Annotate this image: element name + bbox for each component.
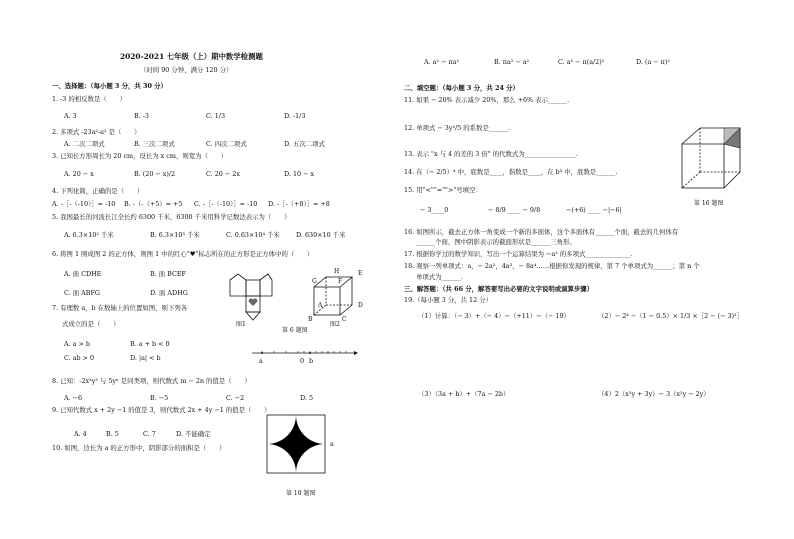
section-3-heading: 三、解答题：（共 66 分，解答要写出必要的文字说明或演算步骤） <box>404 285 594 293</box>
q6-option-c[interactable]: C. 面 ABFG <box>64 289 100 297</box>
cube-label-e: E <box>358 270 363 277</box>
q2-option-c[interactable]: C. 四次二项式 <box>206 140 247 148</box>
section-2-heading: 二、填空题：（每小题 3 分，共 24 分） <box>404 84 519 92</box>
cube-label-h: H <box>334 268 340 275</box>
question-10: 10. 如图，边长为 a 的正方形中，阴影部分的面积是（ ） <box>52 444 226 452</box>
question-3: 3. 已知长方形周长为 20 cm，设长为 x cm，则宽为（ ） <box>52 152 228 160</box>
q10-option-a[interactable]: A. a² − πa² <box>424 58 460 66</box>
axis-label-b: b <box>309 357 314 365</box>
q19-part-1: （1）计算：（− 3）+（− 4）−（+11）−（− 19） <box>418 312 570 320</box>
question-19: 19.（每小题 3 分，共 12 分） <box>404 296 493 304</box>
q19-part-3: （3）（3a + b）+（7a − 2b） <box>418 390 510 398</box>
page-subtitle: （时间 90 分钟，满分 120 分） <box>140 66 233 74</box>
cube-figure <box>310 275 358 323</box>
q7-option-b[interactable]: B. a + b < 0 <box>130 340 170 348</box>
shaded-square-figure <box>266 414 326 474</box>
q2-option-a[interactable]: A. 二次二项式 <box>64 140 105 148</box>
q8-option-c[interactable]: C. −2 <box>226 394 245 402</box>
cube-label-g: G <box>312 278 317 285</box>
q3-option-b[interactable]: B. (20 − x)/2 <box>134 170 176 178</box>
q4-option-b[interactable]: B. -（-（+5）= +5 <box>124 200 183 208</box>
q10-figure-caption: 第 10 题图 <box>286 490 316 497</box>
q10-option-d[interactable]: D. (a − π)² <box>636 58 670 66</box>
q4-option-a[interactable]: A. -［-（-10）］= -10 <box>52 200 116 208</box>
q7-option-c[interactable]: C. ab > 0 <box>64 354 95 362</box>
q7-option-d[interactable]: D. |a| < b <box>130 354 161 362</box>
q1-option-d[interactable]: D. -1/3 <box>284 112 306 120</box>
q19-part-4: （4）2（x²y + 3y）− 3（x²y − 2y） <box>598 390 710 398</box>
cube-label-f: F <box>338 278 343 285</box>
q2-option-d[interactable]: D. 五次二项式 <box>284 140 325 148</box>
q9-option-a[interactable]: A. 4 <box>74 430 87 438</box>
square-side-label: a <box>330 440 334 448</box>
question-9: 9. 已知代数式 x + 2y −1 的值是 3，则代数式 2x + 4y −1 的值是（ ） <box>52 406 271 414</box>
q6-option-a[interactable]: A. 面 CDHE <box>64 270 102 278</box>
question-8: 8. 已知：-2x³y³ 与 5yⁿ 是同类项，则代数式 m − 2n 的值是（ ） <box>52 377 251 385</box>
question-18-line-2: 单项式为______. <box>416 273 463 281</box>
q19-part-2: （2）− 2⁴ −（1 − 0.5）× 1/3 ×［2 − (− 3)²］ <box>598 312 743 320</box>
q9-option-b[interactable]: B. 5 <box>106 430 119 438</box>
q15-item-3: −(+6) ____ −|−6| <box>566 206 622 214</box>
q6-option-d[interactable]: D. 面 ADHG <box>150 289 188 297</box>
cut-cube-figure <box>680 126 742 194</box>
q8-option-d[interactable]: D. 5 <box>300 394 314 402</box>
question-15: 15. 用"<""="">"号填空： <box>404 186 482 194</box>
q3-option-a[interactable]: A. 20 − x <box>64 170 94 178</box>
number-line <box>252 348 358 358</box>
page-title: 2020-2021 七年级（上）期中数学检测题 <box>120 52 263 61</box>
net-figure <box>228 272 274 324</box>
question-12: 12. 单项式 − 3y²/5 的系数是______. <box>404 124 511 132</box>
figure-2-caption: 图2 <box>330 321 340 328</box>
q1-option-b[interactable]: B. -3 <box>134 112 149 120</box>
q1-option-c[interactable]: C. 1/3 <box>206 112 226 120</box>
q5-option-c[interactable]: C. 0.63×10⁴ 千米 <box>226 231 280 239</box>
q7-option-a[interactable]: A. a > b <box>64 340 90 348</box>
q8-option-a[interactable]: A. −6 <box>64 394 83 402</box>
q2-option-b[interactable]: B. 三次二项式 <box>134 140 175 148</box>
question-16-line-1: 16. 如图所示，截去正方体一角变成一个新的多面体，这个多面体有______个面，截去的几何体有 <box>404 228 679 236</box>
axis-label-a: a <box>259 357 263 365</box>
q3-option-d[interactable]: D. 10 − x <box>284 170 315 178</box>
q8-option-b[interactable]: B. −5 <box>150 394 169 402</box>
q4-option-c[interactable]: C. -［-（-10）］= -10 <box>194 200 258 208</box>
question-1: 1. -3 的相反数是（ ） <box>52 95 126 103</box>
question-2: 2. 多项式 -23a²-a² 是（ ） <box>52 128 141 136</box>
section-1-heading: 一、选择题：（每小题 3 分，共 30 分） <box>52 82 167 90</box>
q5-option-d[interactable]: D. 630×10 千米 <box>296 231 346 239</box>
cube-label-c: C <box>342 316 347 323</box>
q9-option-d[interactable]: D. 不能确定 <box>176 430 211 438</box>
cube-label-d: D <box>358 302 363 309</box>
question-6: 6. 将图 1 围成图 2 的正方体，则图 1 中的红心"♥"标志所在的正方形是正方体中的（ ） <box>52 250 314 258</box>
question-7-line-1: 7. 有理数 a，b 在数轴上的位置如图，则下列各 <box>52 304 188 312</box>
q1-option-a[interactable]: A. 3 <box>64 112 77 120</box>
question-4: 4. 下列化简，正确的是（ ） <box>52 187 144 195</box>
question-18-line-1: 18. 观察一列单项式：a，− 2a²，4a³，− 8a⁴……根据你发现的规律，第 7 个单项式为______；第 n 个 <box>404 262 700 270</box>
figure-1-caption: 图1 <box>236 321 246 328</box>
q10-option-b[interactable]: B. πa² − a² <box>494 58 530 66</box>
question-14: 14. 在（− 2/5）⁴ 中，底数是____，指数是____，在 b³ 中，底数是______. <box>404 168 618 176</box>
question-16-line-2: ______个面，图中阴影表示的截面形状是______三角形。 <box>416 238 576 246</box>
question-13: 13. 表示 "x 与 4 的差的 3 倍" 的代数式为________________. <box>404 150 578 158</box>
question-17: 17. 根据你学过的数学知识，写出一个运算结果为 −a² 的多项式______________. <box>404 250 633 258</box>
q15-item-2: − 8/9 ____ − 9/8 <box>488 206 541 214</box>
q5-option-b[interactable]: B. 6.3×10³ 千米 <box>150 231 200 239</box>
question-11: 11. 如果 − 20% 表示减少 20%，那么 +6% 表示______. <box>404 96 570 104</box>
cube-label-b: B <box>308 316 313 323</box>
question-5: 5. 我国最长的河流长江全长约 6300 千米，6300 千米用科学记数法表示为（ ） <box>52 213 291 221</box>
question-7-line-2: 式成立的是（ ） <box>62 320 120 328</box>
q15-item-1: − 3____0 <box>420 206 449 214</box>
cube-label-a: A <box>318 302 323 309</box>
q10-option-c[interactable]: C. a² − π(a/2)² <box>558 58 605 66</box>
q6-option-b[interactable]: B. 面 BCEF <box>150 270 186 278</box>
q16-figure-caption: 第 16 题图 <box>694 200 724 207</box>
q3-option-c[interactable]: C. 20 − 2x <box>206 170 240 178</box>
heart-icon <box>249 298 258 306</box>
q9-option-c[interactable]: C. 7 <box>143 430 156 438</box>
q6-figure-caption: 第 6 题图 <box>282 327 308 334</box>
q5-option-a[interactable]: A. 6.3×10² 千米 <box>64 231 114 239</box>
axis-label-zero: 0 <box>300 357 305 365</box>
q4-option-d[interactable]: D. -［-（+8）］= +8 <box>268 200 330 208</box>
